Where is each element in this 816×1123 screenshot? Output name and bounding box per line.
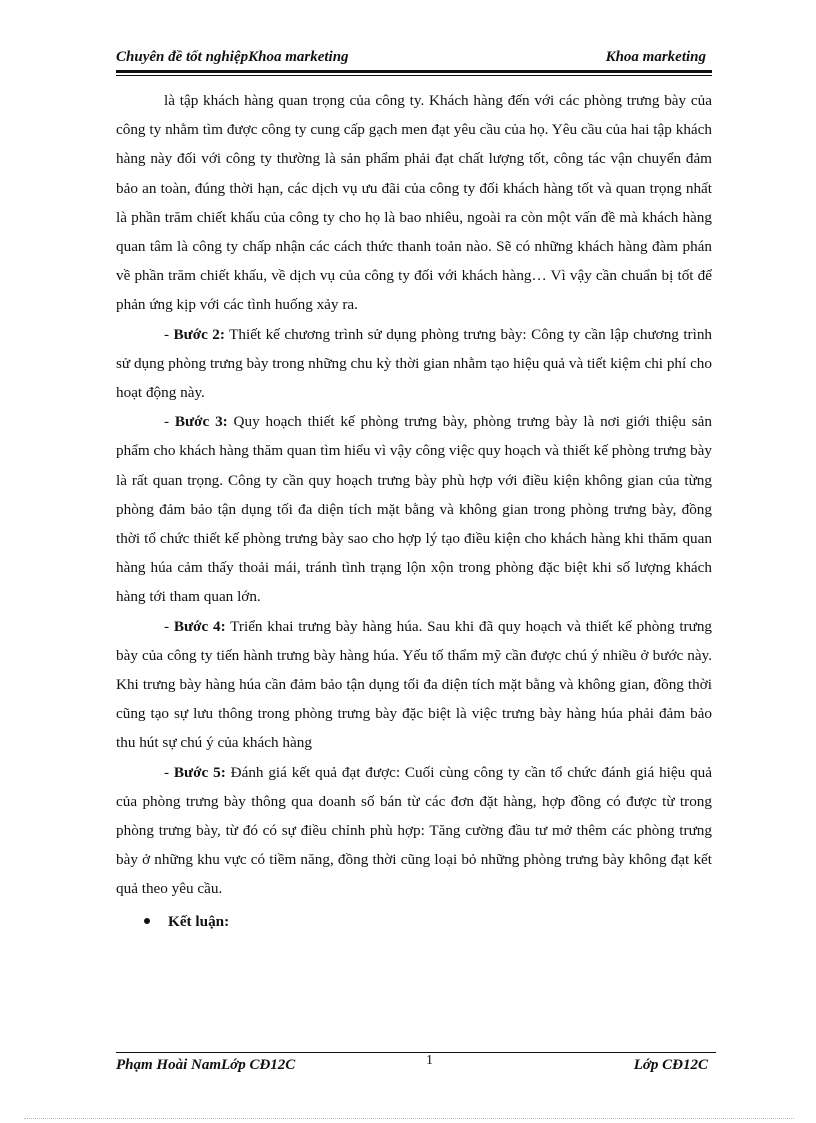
paragraph-step-4	[116, 612, 712, 758]
paragraph-text: Đánh giá kết quả đạt được: Cuối cùng công ty cần tổ chức đánh giá hiệu quả của phòng trưng bày thông qua doanh số bán từ các đơn đặt hàng, hợp đồng có được từ trong phòng trưng bày, từ đó có sự điều chỉnh phù hợp: Tăng cường đầu tư mở thêm các phòng trưng bày ở những khu vực có tiềm năng, đồng thời cũng loại bỏ những phòng trưng bày không đạt kết quả theo yêu cầu.	[116, 763, 712, 898]
footer-author: Phạm Hoài NamLớp CĐ12C	[116, 1057, 296, 1073]
step-label: Bước 2:	[173, 325, 225, 343]
header-right-title: Khoa marketing	[605, 49, 706, 65]
header-rule-thin	[116, 75, 712, 76]
paragraph-text: Triển khai trưng bày hàng húa. Sau khi đã quy hoạch và thiết kế phòng trưng bày của công ty tiến hành trưng bày hàng húa. Yếu tố thẩm mỹ cần được chú ý nhiều ở bước này. Khi trưng bày hàng húa cần đảm bảo tận dụng tối đa diện tích mặt bằng và không gian, đồng thời cũng tạo sự lưu thông trong phòng trưng bày đặc biệt là việc trưng bày hàng húa phải đảm bảo thu hút sự chú ý của khách hàng	[116, 617, 713, 752]
bullet-icon	[144, 918, 150, 924]
step-dash: -	[164, 617, 174, 635]
paragraph-step-5	[116, 758, 712, 904]
document-body	[116, 86, 712, 936]
header-left-title: Chuyên đề tốt nghiệpKhoa marketing	[116, 49, 349, 65]
conclusion-bullet	[144, 907, 712, 936]
step-label: Bước 5:	[173, 763, 226, 781]
footer-rule	[116, 1052, 716, 1053]
page-header	[116, 48, 712, 72]
paragraph-text: Thiết kế chương trình sử dụng phòng trưng bày: Công ty cần lập chương trình sử dụng phòng trưng bày trong những chu kỳ thời gian nhằm tạo hiệu quả và tiết kiệm chi phí cho hoạt động này.	[116, 325, 713, 402]
paragraph-text: Quy hoạch thiết kế phòng trưng bày, phòng trưng bày là nơi giới thiệu sản phẩm cho khách hàng thăm quan tìm hiểu vì vậy công việc quy hoạch và thiết kế phòng trưng bày là rất quan trọng. Công ty cần quy hoạch trưng bày phù hợp với điều kiện không gian của từng phòng đảm bảo tận dụng tối đa diện tích mặt bằng và không gian trong phòng trưng bày, đồng thời tổ chức thiết kế phòng trưng bày sao cho hợp lý tạo điều kiện cho khách hàng khi thăm quan hàng húa cảm thấy thoải mái, tránh tình trạng lộn xộn trong phòng đặc biệt khi số lượng khách hàng tới tham quan lớn.	[116, 413, 713, 606]
step-dash: -	[164, 413, 175, 431]
paragraph-step-3	[116, 407, 712, 611]
step-dash: -	[164, 325, 174, 343]
page-footer	[116, 1055, 716, 1079]
conclusion-label: Kết luận:	[168, 912, 230, 930]
step-label: Bước 4:	[173, 617, 226, 635]
paragraph-step-2	[116, 320, 712, 408]
page-number: 1	[426, 1053, 433, 1068]
header-rule-thick	[116, 70, 712, 73]
step-label: Bước 3:	[174, 413, 228, 431]
step-dash: -	[164, 763, 174, 781]
footer-class: Lớp CĐ12C	[633, 1057, 708, 1073]
paragraph-intro	[116, 86, 712, 320]
page-edge-divider	[24, 1118, 794, 1119]
paragraph-text: là tập khách hàng quan trọng của công ty. Khách hàng đến với các phòng trưng bày của công ty nhằm tìm được công ty cung cấp gạch men đạt yêu cầu của họ. Yêu cầu của hai tập khách hàng này đối với công ty thường là sản phẩm phải đạt chất lượng tốt, công tác vận chuyển đảm bảo an toàn, đúng thời hạn, các dịch vụ ưu đãi của công ty đối khách hàng tốt và quan trọng nhất là phần trăm chiết khấu của công ty cho họ là bao nhiêu, ngoài ra còn một vấn đề mà khách hàng quan tâm là công ty chấp nhận các cách thức thanh toản nào. Sẽ có những khách hàng đàm phán về phần trăm chiết khấu, về dịch vụ của công ty đối với khách hàng… Vì vậy cần chuẩn bị tốt để phản ứng kịp với các tình huống xảy ra.	[116, 92, 712, 314]
